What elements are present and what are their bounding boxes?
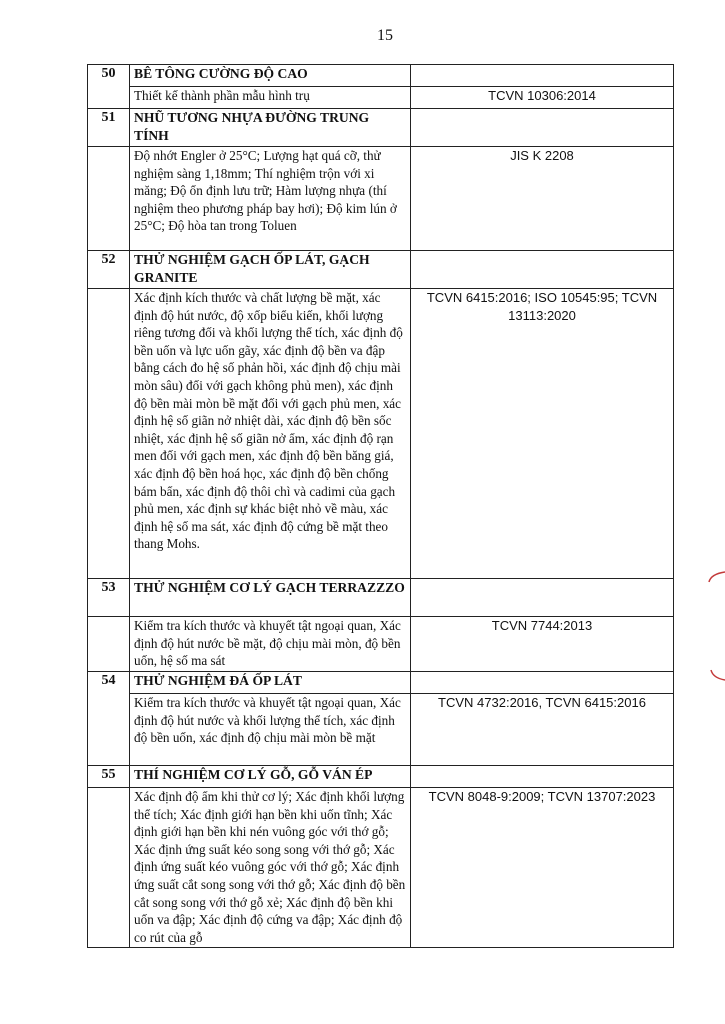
row-number: 51 [88, 109, 130, 147]
standard-code: TCVN 7744:2013 [411, 617, 674, 672]
table-row [88, 289, 674, 579]
red-stamp-fragment [705, 560, 725, 690]
table-row [88, 109, 674, 147]
section-title: THỬ NGHIỆM CƠ LÝ GẠCH TERRAZZZO [130, 579, 411, 617]
table-row [88, 672, 674, 694]
table-row [88, 251, 674, 289]
table-row [88, 694, 674, 766]
section-title: NHŨ TƯƠNG NHỰA ĐƯỜNG TRUNG TÍNH [130, 109, 411, 147]
stamp-edge-icon [705, 560, 725, 690]
blank-cell [411, 766, 674, 788]
row-number: 55 [88, 766, 130, 788]
page-number: 15 [377, 27, 393, 44]
standard-code: TCVN 4732:2016, TCVN 6415:2016 [411, 694, 674, 766]
blank-cell [411, 672, 674, 694]
table-row [88, 617, 674, 672]
blank-cell [411, 65, 674, 87]
table-row [88, 579, 674, 617]
test-description: Xác định kích thước và chất lượng bề mặt, xác định độ hút nước, độ xốp biểu kiến, khối lượng riêng tương đối và khối lượng thể tích, xác định độ bền uốn và lực uốn gãy, xác định độ bền va đập bằng cách đo hệ số phản hồi, xác định độ chịu mài mòn sâu) đối với gạch không phủ men), xác định độ bền mài mòn bề mặt đối với gạch phủ men, xác định hệ số giãn nở nhiệt dài, xác định độ bền sốc nhiệt, xác định hệ số giãn nở ẩm, xác định độ rạn men đối với gạch men, xác định độ bền băng giá, xác định độ bền hoá học, xác định độ bền chống bám bẩn, xác định độ thôi chì và cadimi của gạch phủ men, xác định sự khác biệt nhỏ về màu, xác định hệ số ma sát, xác định độ cứng bề mặt theo thang Mohs. [130, 289, 411, 579]
blank-cell [411, 579, 674, 617]
table-row [88, 788, 674, 948]
table-row [88, 65, 674, 87]
standard-code: TCVN 10306:2014 [411, 87, 674, 109]
section-title: THÍ NGHIỆM CƠ LÝ GỖ, GỖ VÁN ÉP [130, 766, 411, 788]
blank-cell [88, 617, 130, 672]
test-description: Độ nhớt Engler ở 25°C; Lượng hạt quá cỡ, thử nghiệm sàng 1,18mm; Thí nghiệm trộn với xi măng; Độ ổn định lưu trữ; Hàm lượng nhựa (thí nghiệm theo phương pháp bay hơi); Độ kim lún ở 25°C; Độ hòa tan trong Toluen [130, 147, 411, 251]
blank-cell [411, 109, 674, 147]
blank-cell [88, 147, 130, 251]
table-row [88, 766, 674, 788]
row-number: 53 [88, 579, 130, 617]
blank-cell [88, 289, 130, 579]
standards-table [87, 64, 674, 948]
section-title: THỬ NGHIỆM ĐÁ ỐP LÁT [130, 672, 411, 694]
blank-cell [88, 788, 130, 948]
row-number: 50 [88, 65, 130, 109]
standard-code: TCVN 8048-9:2009; TCVN 13707:2023 [411, 788, 674, 948]
section-title: THỬ NGHIỆM GẠCH ỐP LÁT, GẠCH GRANITE [130, 251, 411, 289]
table-row [88, 87, 674, 109]
row-number: 52 [88, 251, 130, 289]
test-description: Thiết kế thành phần mẫu hình trụ [130, 87, 411, 109]
standard-code: TCVN 6415:2016; ISO 10545:95; TCVN 13113:2020 [411, 289, 674, 579]
table-row [88, 147, 674, 251]
row-number: 54 [88, 672, 130, 766]
test-description: Xác định độ ẩm khi thử cơ lý; Xác định khối lượng thể tích; Xác định giới hạn bền khi uốn tĩnh; Xác định giới hạn bền khi nén vuông góc với thớ gỗ; Xác định ứng suất kéo song song với thớ gỗ; Xác định ứng suất kéo vuông góc với thớ gỗ; Xác định ứng suất cắt song song với thớ gỗ; Xác định độ bền cắt song song với thớ gỗ xẻ; Xác định độ bền khi uốn va đập; Xác định độ cứng va đập; Xác định độ co rút của gỗ [130, 788, 411, 948]
section-title: BÊ TÔNG CƯỜNG ĐỘ CAO [130, 65, 411, 87]
test-description: Kiểm tra kích thước và khuyết tật ngoại quan, Xác định độ hút nước và khối lượng thể tích, xác định độ bền uốn, xác định độ chịu mài mòn bề mặt [130, 694, 411, 766]
test-description: Kiểm tra kích thước và khuyết tật ngoại quan, Xác định độ hút nước bề mặt, độ chịu mài mòn, độ bền uốn, hệ số ma sát [130, 617, 411, 672]
standard-code: JIS K 2208 [411, 147, 674, 251]
blank-cell [411, 251, 674, 289]
